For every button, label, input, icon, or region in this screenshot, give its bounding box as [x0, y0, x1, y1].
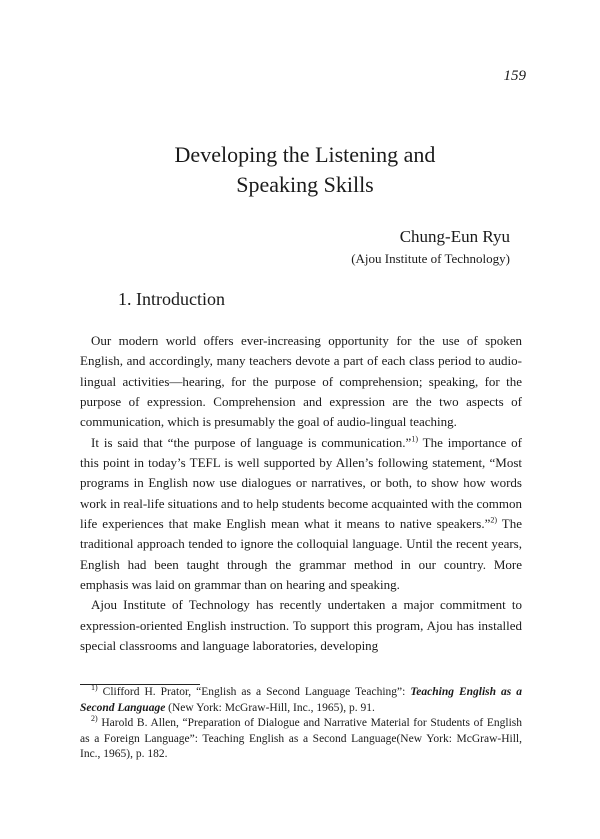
paragraph-2-part-c: The traditional approach tended to ignore the colloquial language. Until the recent years, English had been taught through the grammar method in our country. More emphasis was laid on grammar than on hearing and speaking. — [80, 516, 522, 593]
body-text — [80, 331, 522, 657]
footnote-reference-2: 2) — [490, 515, 498, 525]
article-title-line-1: Developing the Listening and — [174, 142, 436, 167]
footnotes — [80, 685, 522, 763]
footnote-2 — [80, 716, 522, 763]
footnote-reference-1: 1) — [411, 434, 418, 444]
footnote-1-text-a: Clifford H. Prator, “English as a Second Language Teaching”: — [97, 686, 411, 698]
paragraph-1: Our modern world offers ever-increasing opportunity for the use of spoken English, and accordingly, many teachers devote a part of each class period to audio-lingual activities—hearing, for the purpose of comprehension; speaking, for the purpose of expression. Comprehension and expression are the two aspects of communication, which is presumably the goal of audio-lingual teaching. — [80, 333, 522, 430]
paragraph-2-part-a: It is said that “the purpose of language is communication.” — [91, 434, 412, 450]
footnote-2-mark: 2) — [91, 714, 98, 724]
author-name: Chung-Eun Ryu — [399, 227, 510, 246]
section-heading: 1. Introduction — [118, 289, 225, 309]
paragraph-3: Ajou Institute of Technology has recently undertaken a major commitment to expression-oriented English instruction. To support this program, Ajou has installed special classrooms and language laboratories, developing — [80, 597, 522, 654]
footnote-1-text-b: (New York: McGraw-Hill, Inc., 1965), p. 91. — [165, 701, 375, 714]
footnote-1-mark: 1) — [91, 683, 98, 693]
paragraph-2-part-b: The importance of this point in today’s TEFL is well supported by Allen’s following statement, “Most programs in English now use dialogues or narratives, or both, to show how words work in real-life situations and to help students become acquainted with the common life experiences that make English mean what it means to native speakers.” — [80, 434, 522, 532]
article-title-line-2: Speaking Skills — [236, 172, 374, 197]
footnote-1 — [80, 685, 522, 716]
page-number: 159 — [503, 68, 526, 84]
paragraph-2 — [80, 433, 522, 596]
author-block — [250, 226, 510, 269]
footnote-1-book-title: Teaching English as a Second Language — [80, 686, 523, 714]
article-title — [60, 140, 550, 200]
footnote-2-text: Harold B. Allen, “Preparation of Dialogue and Narrative Material for Students of English as a Foreign Language”: Teaching English as a Second Language(New York: McGraw-Hill, Inc., 1965), p. 182. — [80, 717, 522, 761]
author-affiliation: (Ajou Institute of Technology) — [351, 251, 510, 266]
